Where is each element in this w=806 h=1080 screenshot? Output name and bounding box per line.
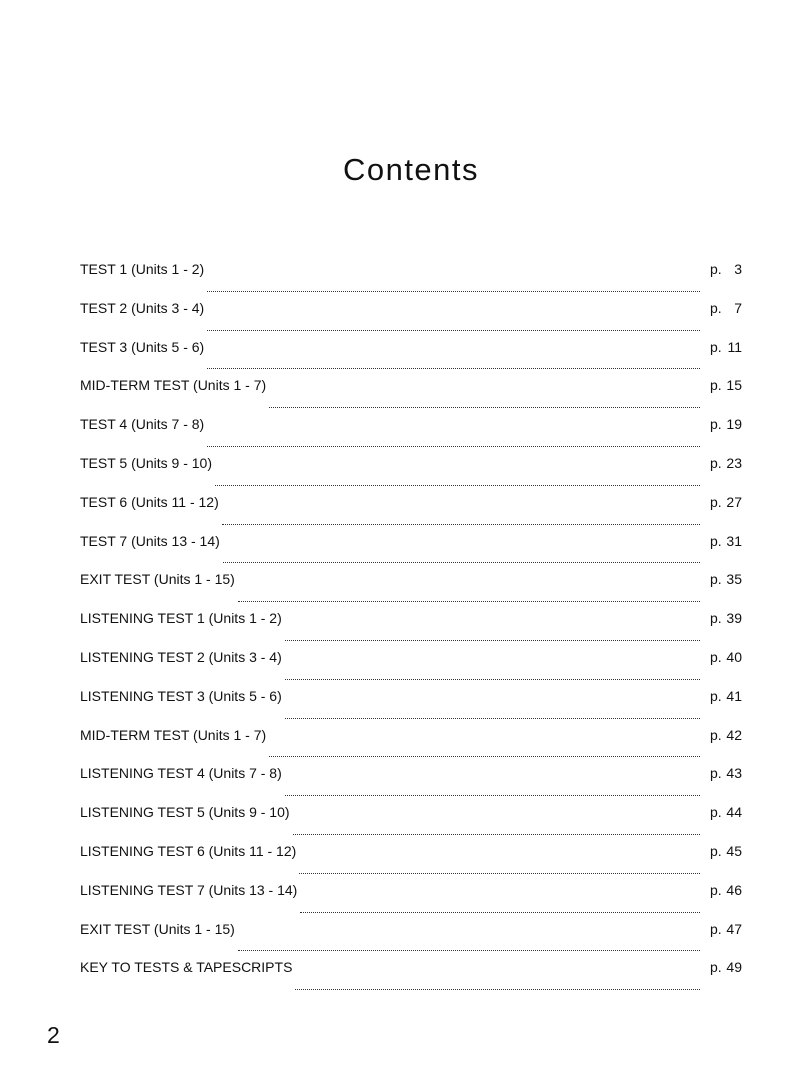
page-ref: 41 — [726, 687, 742, 704]
page-ref: 11 — [727, 338, 742, 355]
page-ref: 23 — [726, 454, 742, 471]
page-ref: 27 — [726, 493, 742, 510]
toc-entry-page — [710, 606, 742, 630]
dot-leader — [295, 988, 700, 990]
page-prefix: p. — [710, 881, 722, 898]
page-ref: 43 — [726, 765, 742, 782]
toc-entry-page — [710, 296, 742, 320]
page-prefix: p. — [710, 842, 722, 859]
page-prefix: p. — [710, 261, 722, 277]
dot-leader — [207, 367, 700, 369]
toc-entry-label: EXIT TEST (Units 1 - 15) — [80, 920, 235, 937]
page-prefix: p. — [710, 416, 722, 433]
dot-leader — [238, 600, 700, 602]
page-ref: 31 — [726, 532, 742, 549]
page-ref: 44 — [726, 804, 742, 821]
page-prefix: p. — [710, 493, 722, 510]
toc-entry-label: MID-TERM TEST (Units 1 - 7) — [80, 726, 267, 743]
toc-entry — [80, 257, 742, 296]
page-prefix: p. — [710, 299, 722, 316]
page-prefix: p. — [710, 377, 722, 394]
toc-entry-label: MID-TERM TEST (Units 1 - 7) — [80, 377, 267, 394]
page-ref: 3 — [734, 261, 742, 277]
toc-entry — [80, 373, 742, 412]
toc-entry-page — [710, 490, 742, 514]
toc-entry-page — [710, 529, 742, 553]
toc-entry-label: LISTENING TEST 7 (Units 13 - 14) — [80, 881, 298, 898]
dot-leader — [207, 445, 700, 447]
toc-entry-page — [710, 761, 742, 785]
toc-entry-label: TEST 2 (Units 3 - 4) — [80, 299, 205, 316]
dot-leader — [238, 949, 700, 951]
toc-entry-page — [710, 451, 742, 475]
toc-entry-label: TEST 6 (Units 11 - 12) — [80, 493, 219, 510]
page-ref: 47 — [726, 920, 742, 937]
toc-entry — [80, 296, 742, 335]
toc-entry — [80, 606, 742, 645]
page-ref: 46 — [726, 881, 742, 898]
page-number: 2 — [47, 1022, 60, 1048]
toc-entry-label: TEST 4 (Units 7 - 8) — [80, 416, 205, 433]
dot-leader — [269, 755, 700, 757]
page-ref: 45 — [726, 842, 742, 859]
toc-entry-page — [710, 800, 742, 824]
page-ref: 40 — [726, 648, 742, 665]
toc-entry-page — [710, 917, 742, 941]
toc-entry-label: LISTENING TEST 5 (Units 9 - 10) — [80, 804, 290, 821]
page-ref: 49 — [726, 959, 742, 976]
page-ref: 15 — [726, 377, 742, 394]
dot-leader — [285, 639, 700, 641]
toc-entry — [80, 529, 742, 568]
toc-entry — [80, 645, 742, 684]
toc-entry-page — [710, 723, 742, 747]
toc-entry — [80, 451, 742, 490]
toc-entry-page — [710, 257, 742, 281]
toc-entry-page — [710, 373, 742, 397]
page-ref: 39 — [726, 610, 742, 627]
page-prefix: p. — [710, 532, 722, 549]
toc-entry — [80, 490, 742, 529]
toc-entry — [80, 839, 742, 878]
toc-entry-page — [710, 645, 742, 669]
dot-leader — [293, 833, 700, 835]
page-prefix: p. — [710, 610, 722, 627]
toc-entry-label: LISTENING TEST 1 (Units 1 - 2) — [80, 610, 282, 627]
dot-leader — [222, 523, 700, 525]
toc-entry — [80, 684, 742, 723]
dot-leader — [285, 717, 700, 719]
toc-entry — [80, 723, 742, 762]
page-prefix: p. — [710, 765, 722, 782]
dot-leader — [207, 329, 700, 331]
toc-entry-page — [710, 684, 742, 708]
toc-entry-label: TEST 5 (Units 9 - 10) — [80, 454, 213, 471]
table-of-contents — [80, 257, 742, 994]
toc-entry — [80, 412, 742, 451]
toc-entry-page — [710, 955, 742, 979]
dot-leader — [299, 872, 700, 874]
toc-entry-page — [710, 567, 742, 591]
toc-entry — [80, 800, 742, 839]
dot-leader — [285, 794, 700, 796]
toc-entry — [80, 917, 742, 956]
dot-leader — [207, 290, 700, 292]
toc-entry-page — [710, 412, 742, 436]
page-title: Contents — [342, 152, 480, 187]
dot-leader — [285, 678, 700, 680]
page-prefix: p. — [710, 338, 722, 355]
dot-leader — [215, 484, 700, 486]
toc-entry-label: TEST 3 (Units 5 - 6) — [80, 338, 205, 355]
dot-leader — [223, 561, 700, 563]
toc-entry-label: LISTENING TEST 6 (Units 11 - 12) — [80, 842, 297, 859]
toc-entry-label: TEST 1 (Units 1 - 2) — [80, 261, 205, 277]
page-prefix: p. — [710, 571, 722, 588]
page-ref: 7 — [734, 299, 742, 316]
page-prefix: p. — [710, 454, 722, 471]
page-ref: 42 — [726, 726, 742, 743]
toc-entry-page — [710, 335, 742, 359]
toc-entry-label: LISTENING TEST 3 (Units 5 - 6) — [80, 687, 282, 704]
toc-entry-label: EXIT TEST (Units 1 - 15) — [80, 571, 235, 588]
dot-leader — [300, 911, 700, 913]
toc-entry-page — [710, 878, 742, 902]
toc-entry — [80, 567, 742, 606]
page-ref: 35 — [726, 571, 742, 588]
page-prefix: p. — [710, 959, 722, 976]
page-ref: 19 — [726, 416, 742, 433]
toc-entry — [80, 335, 742, 374]
toc-entry-page — [710, 839, 742, 863]
toc-entry-label: TEST 7 (Units 13 - 14) — [80, 532, 220, 549]
toc-entry-label: KEY TO TESTS & TAPESCRIPTS — [80, 959, 293, 976]
page-prefix: p. — [710, 648, 722, 665]
page-prefix: p. — [710, 804, 722, 821]
page-prefix: p. — [710, 920, 722, 937]
dot-leader — [269, 406, 700, 408]
page-prefix: p. — [710, 687, 722, 704]
toc-entry-label: LISTENING TEST 4 (Units 7 - 8) — [80, 765, 282, 782]
toc-entry — [80, 955, 742, 994]
toc-entry — [80, 878, 742, 917]
toc-entry — [80, 761, 742, 800]
page-prefix: p. — [710, 726, 722, 743]
toc-entry-label: LISTENING TEST 2 (Units 3 - 4) — [80, 648, 282, 665]
